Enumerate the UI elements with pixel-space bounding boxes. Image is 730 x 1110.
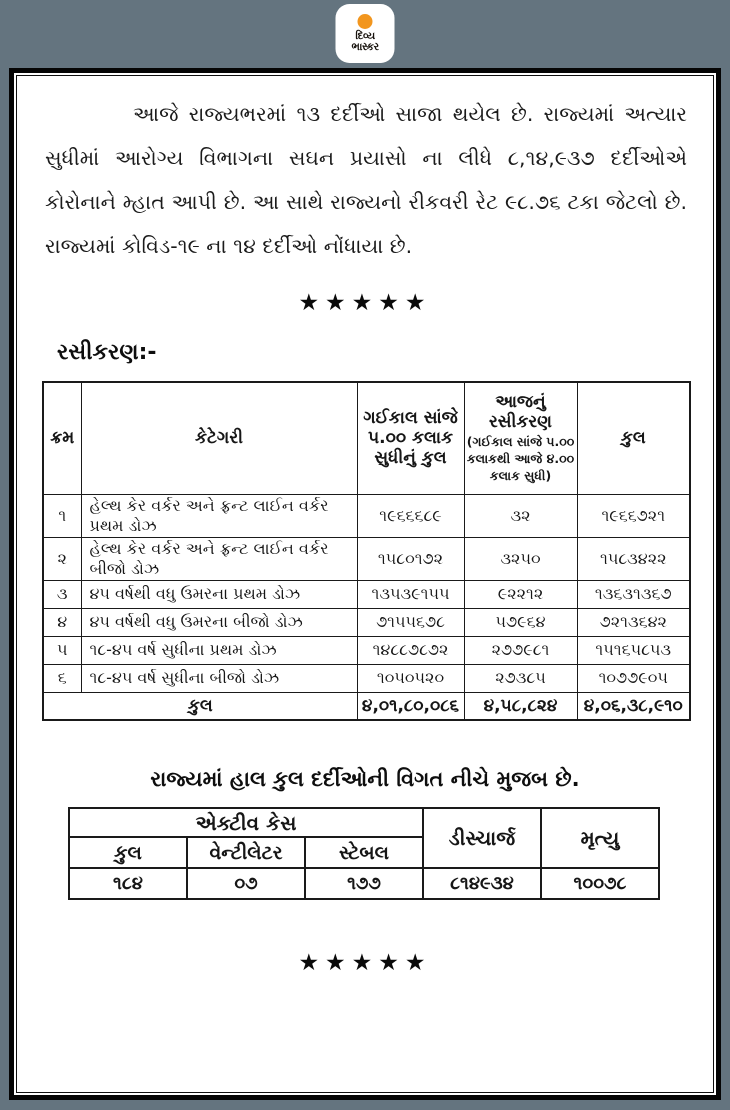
row-yesterday: ૧૦૫૦૫૨૦ <box>357 664 464 692</box>
table-row <box>43 537 690 580</box>
row-today: ૩૨૫૦ <box>464 537 577 580</box>
row-yesterday: ૧૯૬૬૬૮૯ <box>357 494 464 537</box>
value-discharge: ૮૧૪૯૩૪ <box>423 868 541 899</box>
star-separator-bottom: ★★★★★ <box>298 950 432 976</box>
table-row <box>43 664 690 692</box>
row-category: ૧૮-૪૫ વર્ષ સુધીના બીજો ડોઝ <box>81 664 357 692</box>
table-row <box>43 580 690 608</box>
row-total: ૭૨૧૩૬૪૨ <box>577 608 690 636</box>
status-table-group-header-row <box>69 808 659 837</box>
intro-paragraph: આજે રાજ્યભરમાં ૧૩ દર્દીઓ સાજા થયેલ છે. રાજ્યમાં અત્યાર સુધીમાં આરોગ્ય વિભાગના સઘન પ્રયાસો ના લીધે ૮,૧૪,૯૩૭ દર્દીઓએ કોરોનાને મ્હાત આપી છે. આ સાથે રાજ્યનો રીકવરી રેટ ૯૮.૭૬ ટકા જેટલો છે. રાજ્યમાં કોવિડ-૧૯ ના ૧૪ દર્દીઓ નોંધાયા છે. <box>45 102 687 258</box>
header-today-note: (ગઈકાલ સાંજે ૫.૦૦ કલાકથી આજે ૪.૦૦ કલાક સુધી) <box>466 433 575 483</box>
patients-section-title: રાજ્યમાં હાલ કુલ દર્દીઓની વિગત નીચે મુજબ છે. <box>150 767 580 791</box>
row-total: ૧૯૬૬૭૨૧ <box>577 494 690 537</box>
header-discharge: ડીસ્ચાર્જ <box>423 808 541 868</box>
row-yesterday: ૧૩૫૩૯૧૫૫ <box>357 580 464 608</box>
row-category: ૪૫ વર્ષથી વધુ ઉમરના બીજો ડોઝ <box>81 608 357 636</box>
row-category: ૧૮-૪૫ વર્ષ સુધીના પ્રથમ ડોઝ <box>81 636 357 664</box>
subheader-ventilator: વેન્ટીલેટર <box>187 837 305 868</box>
header-category: કેટેગરી <box>81 382 357 494</box>
subheader-total: કુલ <box>69 837 187 868</box>
row-category: ૪૫ વર્ષથી વધુ ઉમરના પ્રથમ ડોઝ <box>81 580 357 608</box>
total-row-today: ૪,૫૮,૮૨૪ <box>464 692 577 720</box>
star-separator-top: ★★★★★ <box>298 290 432 316</box>
row-today: ૫૭૯૬૪ <box>464 608 577 636</box>
vaccination-section-title: રસીકરણ:- <box>57 340 157 365</box>
row-total: ૧૩૬૩૧૩૬૭ <box>577 580 690 608</box>
value-ventilator: ૦૭ <box>187 868 305 899</box>
row-yesterday: ૧૫૮૦૧૭૨ <box>357 537 464 580</box>
table-row <box>43 494 690 537</box>
divya-bhaskar-logo <box>336 4 395 63</box>
header-yesterday-total: ગઈકાલ સાંજે ૫.૦૦ કલાક સુધીનું કુલ <box>357 382 464 494</box>
row-sr: ૪ <box>43 608 81 636</box>
header-today-vaccination <box>464 382 577 494</box>
row-sr: ૨ <box>43 537 81 580</box>
total-row-label: કુલ <box>43 692 357 720</box>
row-today: ૨૭૩૮૫ <box>464 664 577 692</box>
row-yesterday: ૭૧૫૫૬૭૮ <box>357 608 464 636</box>
header-sr: ક્રમ <box>43 382 81 494</box>
row-category: હેલ્થ કેર વર્કર અને ફ્રન્ટ લાઈન વર્કર બીજો ડોઝ <box>81 537 357 580</box>
row-category: હેલ્થ કેર વર્કર અને ફ્રન્ટ લાઈન વર્કર પ્રથમ ડોઝ <box>81 494 357 537</box>
row-today: ૩૨ <box>464 494 577 537</box>
row-sr: ૧ <box>43 494 81 537</box>
logo-text-line2: ભાસ્કર <box>351 41 379 53</box>
vaccination-table-header-row <box>43 382 690 494</box>
subheader-stable: સ્ટેબલ <box>305 837 423 868</box>
vaccination-table <box>42 381 691 721</box>
row-total: ૧૦૭૭૯૦૫ <box>577 664 690 692</box>
table-row <box>43 608 690 636</box>
document-card <box>9 68 721 1100</box>
total-row-yesterday: ૪,૦૧,૮૦,૦૮૬ <box>357 692 464 720</box>
total-row-total: ૪,૦૬,૩૮,૯૧૦ <box>577 692 690 720</box>
document-card-inner <box>16 75 714 1093</box>
logo-sun-icon <box>358 14 373 29</box>
status-table-values-row <box>69 868 659 899</box>
value-death: ૧૦૦૭૮ <box>541 868 659 899</box>
table-total-row <box>43 692 690 720</box>
patients-status-table <box>68 807 660 900</box>
row-total: ૧૫૮૩૪૨૨ <box>577 537 690 580</box>
row-yesterday: ૧૪૮૮૭૮૭૨ <box>357 636 464 664</box>
table-row <box>43 636 690 664</box>
value-active-total: ૧૮૪ <box>69 868 187 899</box>
header-total: કુલ <box>577 382 690 494</box>
logo-text-line1: દિવ્ય <box>355 30 375 42</box>
header-today-main: આજનું રસીકરણ <box>488 391 553 432</box>
header-active-cases: એક્ટીવ કેસ <box>69 808 423 837</box>
row-today: ૨૭૭૯૮૧ <box>464 636 577 664</box>
row-sr: ૫ <box>43 636 81 664</box>
row-today: ૯૨૨૧૨ <box>464 580 577 608</box>
row-total: ૧૫૧૬૫૮૫૩ <box>577 636 690 664</box>
value-stable: ૧૭૭ <box>305 868 423 899</box>
row-sr: ૩ <box>43 580 81 608</box>
header-death: મૃત્યુ <box>541 808 659 868</box>
row-sr: ૬ <box>43 664 81 692</box>
